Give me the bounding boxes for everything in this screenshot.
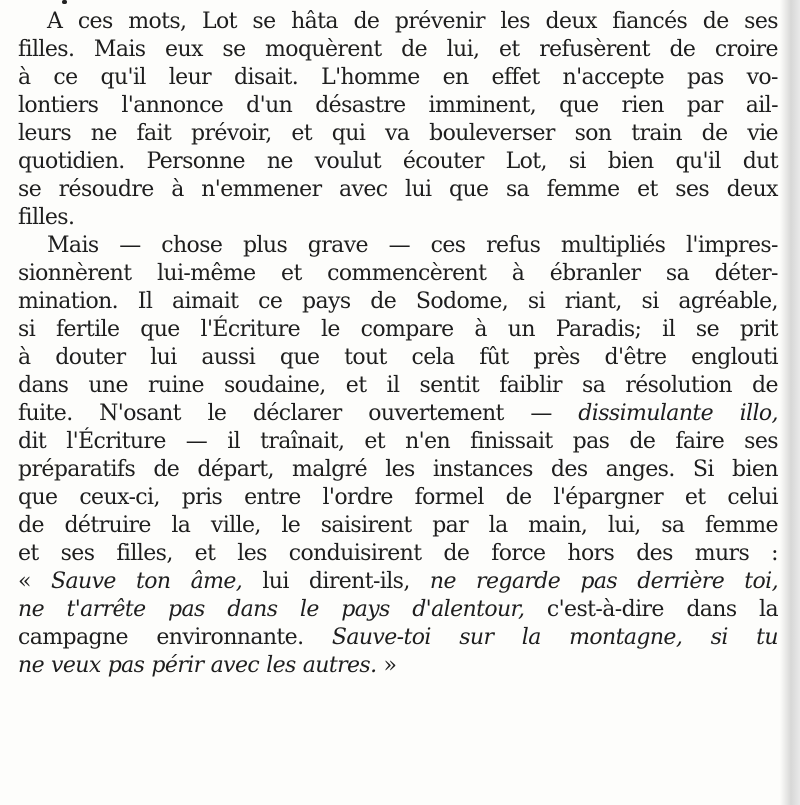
word: et (291, 121, 313, 146)
word: écouter (402, 149, 484, 174)
word: riant, (564, 289, 622, 314)
word: dut (742, 149, 778, 174)
word: A (47, 9, 63, 34)
word: de (18, 513, 44, 538)
word: fuite. (18, 401, 73, 426)
word: si (527, 289, 546, 314)
word: ses (744, 9, 778, 34)
word: pas (107, 653, 145, 678)
word: le (320, 317, 340, 342)
word: et (684, 485, 706, 510)
word: montagne, (569, 625, 683, 650)
word: d'alentour, (412, 597, 525, 622)
text-line (18, 260, 778, 288)
word: résolution (625, 373, 732, 398)
word: se (252, 9, 276, 34)
word: de (752, 373, 778, 398)
word: sa (661, 513, 685, 538)
word: les (237, 541, 267, 566)
word: sentit (419, 373, 480, 398)
word: regarde (476, 569, 561, 594)
word: si (18, 317, 36, 342)
word: « (18, 569, 31, 594)
word: fût (479, 345, 509, 370)
word: lui, (607, 513, 641, 538)
word: ces (77, 9, 113, 34)
word: et (194, 541, 216, 566)
word: de (702, 9, 729, 34)
word: ce (53, 65, 78, 90)
word: l'Écriture (66, 429, 166, 454)
word: ses (744, 429, 778, 454)
word: Lot, (505, 149, 547, 174)
word: et (498, 37, 520, 62)
word: illo, (739, 401, 778, 426)
word: avec (210, 653, 260, 678)
word: de (353, 9, 380, 34)
word: dirent-ils, (308, 569, 410, 594)
word: voulut (314, 149, 381, 174)
word: ne (429, 569, 456, 594)
word: si (710, 625, 728, 650)
word: autres. (302, 653, 377, 678)
word: ce (258, 289, 283, 314)
text-line (18, 316, 778, 344)
word: — (185, 429, 208, 454)
word: sa (582, 373, 606, 398)
word: l'Écriture (200, 317, 301, 342)
word: Sodome, (415, 289, 509, 314)
word: veux (51, 653, 101, 678)
word: campagne (18, 625, 128, 650)
word: lui-même (156, 261, 256, 286)
text-line (18, 512, 778, 540)
text-line (18, 624, 778, 652)
word: hors (567, 541, 615, 566)
word: — (119, 233, 141, 258)
word: Mais (47, 233, 99, 258)
word: plus (242, 233, 288, 258)
word: fertile (55, 317, 120, 342)
word: il (386, 373, 400, 398)
word: détruire (64, 513, 151, 538)
word: sa (665, 261, 690, 286)
word: Il (137, 289, 153, 314)
word: ceux-ci, (79, 485, 160, 510)
word: faire (675, 429, 725, 454)
word: — (388, 233, 410, 258)
word: avec (339, 177, 388, 202)
text-line (18, 484, 778, 512)
word: Lot (201, 9, 237, 34)
word: celui (727, 485, 778, 510)
word: chose (161, 233, 223, 258)
word: de (153, 457, 180, 482)
word: agréable, (678, 289, 778, 314)
word: toi, (744, 569, 778, 594)
word: Sauve-toi (331, 625, 431, 650)
word: lui (262, 569, 289, 594)
word: moquèrent (265, 37, 382, 62)
word: lontiers (18, 93, 99, 118)
word: mination. (18, 289, 119, 314)
word: pas (168, 597, 205, 622)
word: que (448, 177, 489, 202)
text-line (18, 652, 778, 680)
text-line (18, 372, 778, 400)
word: prit (739, 317, 778, 342)
word: multipliés (560, 233, 666, 258)
word: derrière (637, 569, 725, 594)
word: dans (18, 373, 69, 398)
word: n'accepte (562, 65, 665, 90)
page-text (18, 8, 778, 680)
word: dit (18, 429, 47, 454)
word: t'arrête (66, 597, 146, 622)
word: et (364, 429, 386, 454)
word: d'être (604, 345, 667, 370)
text-line (18, 428, 778, 456)
word: ouvertement (368, 401, 504, 426)
page-edge-shadow (780, 0, 800, 805)
word: filles. (18, 205, 75, 230)
word: ces (430, 233, 466, 258)
word: ses (675, 177, 710, 202)
word: qu'il (675, 149, 721, 174)
word: aimait (172, 289, 239, 314)
text-line (18, 176, 778, 204)
word: les (385, 457, 415, 482)
word: train (631, 121, 682, 146)
paragraph (18, 8, 778, 232)
word: entre (244, 485, 301, 510)
word: de (443, 541, 470, 566)
word: un (507, 317, 535, 342)
word: l'annonce (121, 93, 224, 118)
word: eux (165, 37, 203, 62)
word: pas (580, 569, 618, 594)
text-line (18, 92, 778, 120)
word: finissait (470, 429, 553, 454)
text-line (18, 540, 778, 568)
ink-mark (62, 0, 67, 4)
word: la (171, 513, 191, 538)
word: ne (18, 597, 44, 622)
word: résoudre (58, 177, 154, 202)
word: va (385, 121, 410, 146)
word: à (171, 177, 184, 202)
word: rien (621, 93, 664, 118)
word: que (140, 317, 180, 342)
word: dans (227, 597, 278, 622)
word: soudaine, (223, 373, 326, 398)
word: ruine (147, 373, 204, 398)
word: quotidien. (18, 149, 125, 174)
word: il (227, 429, 241, 454)
word: formel (414, 485, 484, 510)
word: sionnèrent (18, 261, 132, 286)
text-line (18, 568, 778, 596)
word: grave (307, 233, 368, 258)
word: que (279, 345, 320, 370)
word: L'homme (321, 65, 420, 90)
word: pas (686, 65, 724, 90)
word: le (207, 401, 227, 426)
word: pris (181, 485, 223, 510)
text-line (18, 400, 778, 428)
word: à (18, 65, 31, 90)
word: ne (266, 149, 293, 174)
word: douter (55, 345, 126, 370)
word: déter- (714, 261, 778, 286)
word: fiancés (612, 9, 688, 34)
word: tu (756, 625, 778, 650)
word: aussi (201, 345, 256, 370)
text-line (18, 456, 778, 484)
word: périr (151, 653, 204, 678)
word: à (18, 345, 31, 370)
word: ville, (210, 513, 261, 538)
word: préparatifs (18, 457, 136, 482)
word: conduisirent (288, 541, 422, 566)
word: saisirent (320, 513, 412, 538)
word: il (662, 317, 676, 342)
word: et (345, 373, 367, 398)
word: de (701, 121, 728, 146)
word: désastre (315, 93, 406, 118)
word: qu'il (100, 65, 146, 90)
word: pas (572, 429, 610, 454)
word: commencèrent (327, 261, 487, 286)
word: se (695, 317, 719, 342)
word: déclarer (252, 401, 342, 426)
word: ébranler (549, 261, 641, 286)
word: de (669, 37, 696, 62)
word: lui, (446, 37, 480, 62)
word: prévoir, (191, 121, 272, 146)
word: femme (546, 177, 620, 202)
word: se (18, 177, 42, 202)
text-line (18, 148, 778, 176)
word: croire (714, 37, 778, 62)
word: en (442, 65, 469, 90)
word: sa (505, 177, 530, 202)
word: » (383, 653, 397, 678)
word: hâta (291, 9, 338, 34)
word: de (505, 485, 532, 510)
word: de (370, 289, 397, 314)
word: ne (90, 121, 117, 146)
word: n'emmener (201, 177, 322, 202)
word: une (88, 373, 128, 398)
word: faiblir (499, 373, 562, 398)
word: murs (694, 541, 750, 566)
word: vie (747, 121, 778, 146)
word: et (281, 261, 302, 286)
text-line (18, 204, 778, 232)
word: que (559, 93, 599, 118)
word: dissimulante (578, 401, 714, 426)
word: anges. (605, 457, 675, 482)
word: son (574, 121, 612, 146)
word: l'impres- (685, 233, 778, 258)
text-line (18, 596, 778, 624)
word: cela (411, 345, 455, 370)
word: malgré (292, 457, 368, 482)
word: le (281, 513, 301, 538)
word: Si (692, 457, 714, 482)
word: deux (545, 9, 597, 34)
word: lui (405, 177, 432, 202)
word: force (491, 541, 546, 566)
word: refus (486, 233, 541, 258)
word: ses (60, 541, 95, 566)
word: filles. (18, 37, 75, 62)
word: Personne (146, 149, 245, 174)
text-line (18, 288, 778, 316)
word: fait (136, 121, 172, 146)
word: par (432, 513, 469, 538)
word: lui (150, 345, 177, 370)
word: que (18, 485, 58, 510)
word: l'épargner (553, 485, 664, 510)
text-line (18, 36, 778, 64)
paragraph (18, 232, 778, 680)
word: effet (491, 65, 540, 90)
word: n'en (405, 429, 451, 454)
word: englouti (691, 345, 778, 370)
word: leurs (18, 121, 72, 146)
word: refusèrent (539, 37, 650, 62)
word: imminent, (428, 93, 537, 118)
word: vo- (746, 65, 778, 90)
word: ton (135, 569, 171, 594)
word: N'osant (99, 401, 181, 426)
word: de (401, 37, 428, 62)
word: l'ordre (322, 485, 393, 510)
text-line (18, 120, 778, 148)
word: la (488, 513, 508, 538)
word: instances (432, 457, 533, 482)
word: à (474, 317, 487, 342)
word: environnante. (156, 625, 304, 650)
word: bien (607, 149, 654, 174)
word: les (266, 653, 296, 678)
word: bouleverser (429, 121, 555, 146)
word: par (686, 93, 723, 118)
word: pays (302, 289, 351, 314)
word: et (18, 541, 39, 566)
word: les (500, 9, 530, 34)
word: — (530, 401, 552, 426)
word: traînait, (260, 429, 345, 454)
word: le (299, 597, 319, 622)
word: pays (341, 597, 390, 622)
word: Mais (93, 37, 146, 62)
word: âme, (190, 569, 243, 594)
word: femme (704, 513, 778, 538)
text-line (18, 344, 778, 372)
word: si (568, 149, 586, 174)
word: ne (18, 653, 44, 678)
word: Sauve (51, 569, 116, 594)
word: disait. (233, 65, 299, 90)
word: c'est-à-dire (546, 597, 664, 622)
word: compare (360, 317, 454, 342)
word: Paradis; (555, 317, 642, 342)
word: et (637, 177, 658, 202)
word: départ, (197, 457, 274, 482)
word: d'un (246, 93, 293, 118)
word: prévenir (394, 9, 485, 34)
word: de (629, 429, 656, 454)
word: ail- (745, 93, 778, 118)
text-line (18, 64, 778, 92)
word: mots, (128, 9, 187, 34)
word: près (533, 345, 580, 370)
word: qui (331, 121, 366, 146)
word: main, (528, 513, 588, 538)
word: filles, (116, 541, 173, 566)
word: bien (731, 457, 778, 482)
word: si (641, 289, 659, 314)
word: des (636, 541, 673, 566)
word: deux (726, 177, 778, 202)
word: sur (459, 625, 494, 650)
word: : (771, 541, 778, 566)
word: à (511, 261, 525, 286)
word: la (521, 625, 541, 650)
text-line (18, 232, 778, 260)
word: tout (344, 345, 387, 370)
word: se (222, 37, 246, 62)
text-line (18, 8, 778, 36)
word: dans (686, 597, 737, 622)
word: des (550, 457, 588, 482)
word: la (759, 597, 778, 622)
word: leur (168, 65, 212, 90)
